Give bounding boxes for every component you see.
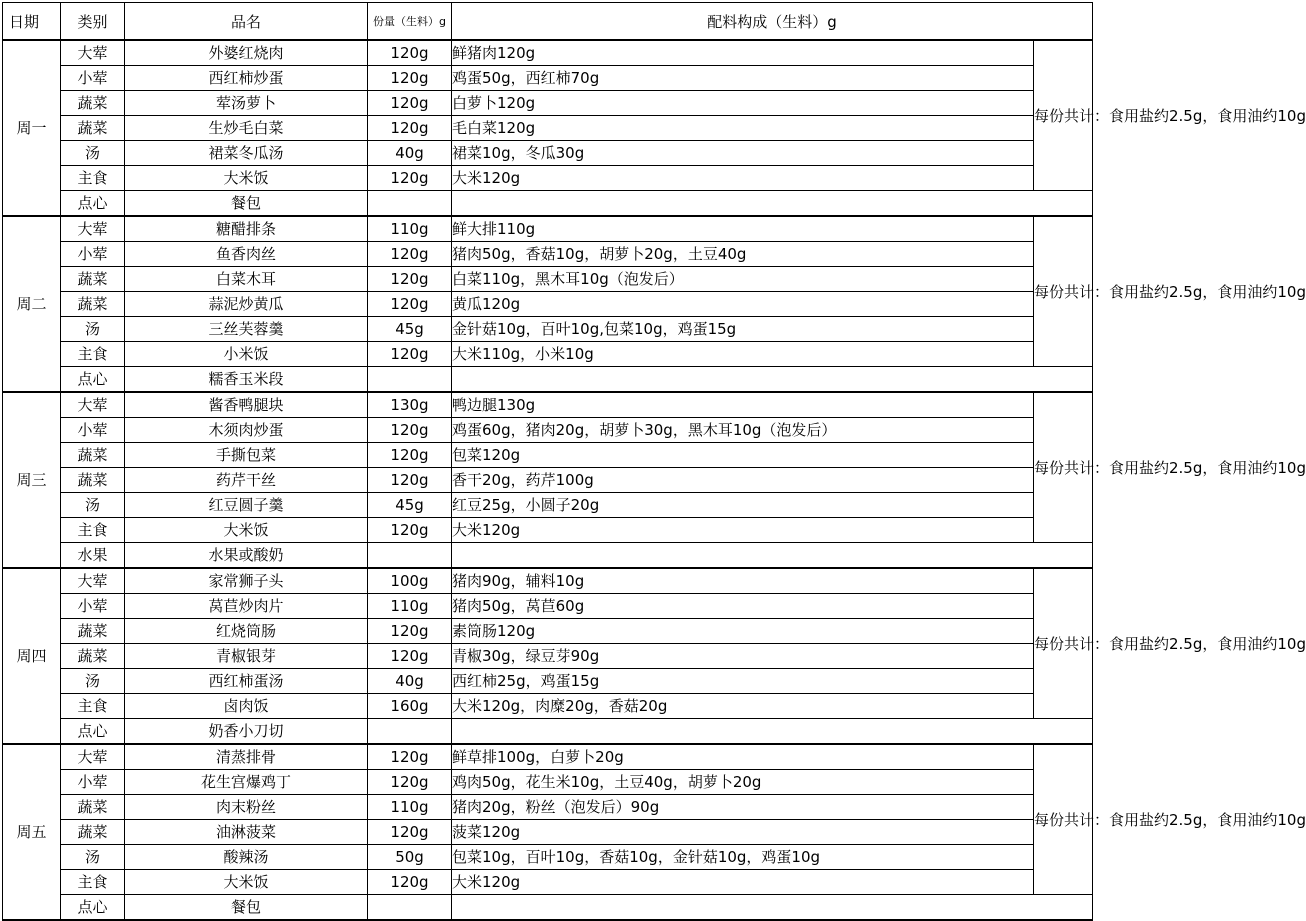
portion-cell: 120g <box>368 619 452 644</box>
menu-row <box>3 141 1093 166</box>
dish-cell: 蒜泥炒黄瓜 <box>125 292 368 317</box>
menu-row <box>3 594 1093 619</box>
ingredients-cell: 猪肉50g，香菇10g，胡萝卜20g，土豆40g <box>452 242 1034 267</box>
ingredients-cell: 裙菜10g，冬瓜30g <box>452 141 1034 166</box>
nutrition-note: 每份共计：食用盐约2.5g，食用油约10g <box>1034 216 1093 367</box>
portion-cell: 120g <box>368 644 452 669</box>
ingredients-cell: 大米120g <box>452 166 1034 191</box>
category-cell: 大荤 <box>61 216 125 242</box>
menu-row <box>3 895 1093 921</box>
dish-cell: 外婆红烧肉 <box>125 40 368 66</box>
category-cell: 蔬菜 <box>61 820 125 845</box>
menu-row <box>3 367 1093 393</box>
day-label: 周五 <box>3 744 61 920</box>
portion-cell: 120g <box>368 770 452 795</box>
category-cell: 汤 <box>61 141 125 166</box>
portion-cell: 110g <box>368 594 452 619</box>
ingredients-cell <box>452 719 1093 745</box>
menu-row <box>3 719 1093 745</box>
header-row <box>3 3 1093 41</box>
portion-cell: 120g <box>368 443 452 468</box>
dish-cell: 莴苣炒肉片 <box>125 594 368 619</box>
ingredients-cell <box>452 543 1093 569</box>
ingredients-cell: 鸡蛋60g，猪肉20g，胡萝卜30g，黑木耳10g（泡发后） <box>452 418 1034 443</box>
menu-row <box>3 40 1093 66</box>
menu-row <box>3 267 1093 292</box>
menu-row <box>3 342 1093 367</box>
menu-row <box>3 191 1093 217</box>
category-cell: 蔬菜 <box>61 443 125 468</box>
ingredients-cell: 大米110g，小米10g <box>452 342 1034 367</box>
portion-cell: 120g <box>368 820 452 845</box>
portion-cell <box>368 719 452 745</box>
ingredients-cell: 鲜草排100g，白萝卜20g <box>452 744 1034 770</box>
portion-cell: 40g <box>368 141 452 166</box>
portion-cell: 120g <box>368 91 452 116</box>
ingredients-cell: 猪肉90g，辅料10g <box>452 568 1034 594</box>
category-cell: 大荤 <box>61 392 125 418</box>
category-cell: 汤 <box>61 317 125 342</box>
header-ingredients: 配料构成（生料）g <box>452 3 1093 41</box>
category-cell: 点心 <box>61 191 125 217</box>
menu-row <box>3 292 1093 317</box>
portion-cell: 120g <box>368 292 452 317</box>
menu-body <box>3 40 1306 920</box>
day-label: 周二 <box>3 216 61 392</box>
portion-cell: 120g <box>368 267 452 292</box>
ingredients-cell: 鸡蛋50g，西红柿70g <box>452 66 1034 91</box>
category-cell: 小荤 <box>61 66 125 91</box>
category-cell: 蔬菜 <box>61 644 125 669</box>
day-label: 周四 <box>3 568 61 744</box>
menu-row <box>3 493 1093 518</box>
dish-cell: 药芹干丝 <box>125 468 368 493</box>
category-cell: 蔬菜 <box>61 619 125 644</box>
category-cell: 蔬菜 <box>61 292 125 317</box>
menu-row <box>3 669 1093 694</box>
ingredients-cell: 素筒肠120g <box>452 619 1034 644</box>
dish-cell: 生炒毛白菜 <box>125 116 368 141</box>
menu-row <box>3 418 1093 443</box>
portion-cell: 110g <box>368 216 452 242</box>
ingredients-cell: 毛白菜120g <box>452 116 1034 141</box>
dish-cell: 西红柿蛋汤 <box>125 669 368 694</box>
dish-cell: 红豆圆子羹 <box>125 493 368 518</box>
portion-cell: 120g <box>368 40 452 66</box>
ingredients-cell: 猪肉50g，莴苣60g <box>452 594 1034 619</box>
dish-cell: 小米饭 <box>125 342 368 367</box>
category-cell: 汤 <box>61 493 125 518</box>
portion-cell: 120g <box>368 342 452 367</box>
portion-cell <box>368 191 452 217</box>
category-cell: 蔬菜 <box>61 267 125 292</box>
header-dish: 品名 <box>125 3 368 41</box>
nutrition-note: 每份共计：食用盐约2.5g，食用油约10g <box>1034 744 1093 895</box>
menu-row <box>3 216 1093 242</box>
category-cell: 主食 <box>61 342 125 367</box>
portion-cell <box>368 895 452 921</box>
menu-row <box>3 644 1093 669</box>
portion-cell: 130g <box>368 392 452 418</box>
dish-cell: 酱香鸭腿块 <box>125 392 368 418</box>
category-cell: 汤 <box>61 669 125 694</box>
day-label: 周一 <box>3 40 61 216</box>
menu-row <box>3 116 1093 141</box>
dish-cell: 荤汤萝卜 <box>125 91 368 116</box>
portion-cell: 100g <box>368 568 452 594</box>
dish-cell: 家常狮子头 <box>125 568 368 594</box>
dish-cell: 三丝芙蓉羹 <box>125 317 368 342</box>
dish-cell: 酸辣汤 <box>125 845 368 870</box>
category-cell: 蔬菜 <box>61 91 125 116</box>
dish-cell: 鱼香肉丝 <box>125 242 368 267</box>
dish-cell: 奶香小刀切 <box>125 719 368 745</box>
portion-cell: 110g <box>368 795 452 820</box>
ingredients-cell: 黄瓜120g <box>452 292 1034 317</box>
dish-cell: 糯香玉米段 <box>125 367 368 393</box>
dish-cell: 卤肉饭 <box>125 694 368 719</box>
category-cell: 水果 <box>61 543 125 569</box>
dish-cell: 裙菜冬瓜汤 <box>125 141 368 166</box>
ingredients-cell: 鲜大排110g <box>452 216 1034 242</box>
dish-cell: 西红柿炒蛋 <box>125 66 368 91</box>
category-cell: 汤 <box>61 845 125 870</box>
ingredients-cell: 大米120g <box>452 870 1034 895</box>
portion-cell: 160g <box>368 694 452 719</box>
portion-cell: 120g <box>368 870 452 895</box>
menu-row <box>3 317 1093 342</box>
ingredients-cell: 包菜10g，百叶10g，香菇10g，金针菇10g，鸡蛋10g <box>452 845 1034 870</box>
dish-cell: 木须肉炒蛋 <box>125 418 368 443</box>
menu-row <box>3 242 1093 267</box>
menu-row <box>3 845 1093 870</box>
dish-cell: 花生宫爆鸡丁 <box>125 770 368 795</box>
ingredients-cell: 白萝卜120g <box>452 91 1034 116</box>
dish-cell: 餐包 <box>125 895 368 921</box>
portion-cell: 45g <box>368 317 452 342</box>
category-cell: 小荤 <box>61 770 125 795</box>
menu-row <box>3 91 1093 116</box>
portion-cell: 120g <box>368 468 452 493</box>
menu-row <box>3 619 1093 644</box>
category-cell: 蔬菜 <box>61 795 125 820</box>
portion-cell: 120g <box>368 116 452 141</box>
menu-row <box>3 66 1093 91</box>
menu-row <box>3 694 1093 719</box>
dish-cell: 白菜木耳 <box>125 267 368 292</box>
dish-cell: 餐包 <box>125 191 368 217</box>
menu-row <box>3 820 1093 845</box>
menu-row <box>3 770 1093 795</box>
category-cell: 主食 <box>61 166 125 191</box>
category-cell: 小荤 <box>61 594 125 619</box>
category-cell: 主食 <box>61 518 125 543</box>
category-cell: 小荤 <box>61 418 125 443</box>
ingredients-cell: 菠菜120g <box>452 820 1034 845</box>
ingredients-cell <box>452 191 1093 217</box>
dish-cell: 肉末粉丝 <box>125 795 368 820</box>
dish-cell: 水果或酸奶 <box>125 543 368 569</box>
category-cell: 点心 <box>61 719 125 745</box>
menu-row <box>3 518 1093 543</box>
category-cell: 大荤 <box>61 40 125 66</box>
menu-row <box>3 870 1093 895</box>
dish-cell: 大米饭 <box>125 166 368 191</box>
dish-cell: 大米饭 <box>125 870 368 895</box>
portion-cell: 120g <box>368 242 452 267</box>
ingredients-cell: 西红柿25g，鸡蛋15g <box>452 669 1034 694</box>
portion-cell: 120g <box>368 166 452 191</box>
dish-cell: 青椒银芽 <box>125 644 368 669</box>
ingredients-cell: 青椒30g，绿豆芽90g <box>452 644 1034 669</box>
category-cell: 小荤 <box>61 242 125 267</box>
dish-cell: 清蒸排骨 <box>125 744 368 770</box>
header-category: 类别 <box>61 3 125 41</box>
category-cell: 点心 <box>61 367 125 393</box>
menu-row <box>3 543 1093 569</box>
category-cell: 点心 <box>61 895 125 921</box>
menu-row <box>3 568 1093 594</box>
ingredients-cell: 大米120g <box>452 518 1034 543</box>
menu-row <box>3 392 1093 418</box>
ingredients-cell: 猪肉20g，粉丝（泡发后）90g <box>452 795 1034 820</box>
ingredients-cell: 鸡肉50g，花生米10g，土豆40g，胡萝卜20g <box>452 770 1034 795</box>
dish-cell: 油淋菠菜 <box>125 820 368 845</box>
menu-row <box>3 443 1093 468</box>
portion-cell <box>368 367 452 393</box>
category-cell: 主食 <box>61 870 125 895</box>
nutrition-note: 每份共计：食用盐约2.5g，食用油约10g <box>1034 392 1093 543</box>
menu-row <box>3 166 1093 191</box>
day-label: 周三 <box>3 392 61 568</box>
portion-cell: 120g <box>368 518 452 543</box>
category-cell: 蔬菜 <box>61 468 125 493</box>
ingredients-cell: 金针菇10g，百叶10g,包菜10g，鸡蛋15g <box>452 317 1034 342</box>
dish-cell: 手撕包菜 <box>125 443 368 468</box>
category-cell: 主食 <box>61 694 125 719</box>
ingredients-cell: 红豆25g，小圆子20g <box>452 493 1034 518</box>
category-cell: 大荤 <box>61 744 125 770</box>
portion-cell: 50g <box>368 845 452 870</box>
portion-cell: 40g <box>368 669 452 694</box>
portion-cell: 120g <box>368 418 452 443</box>
ingredients-cell: 包菜120g <box>452 443 1034 468</box>
dish-cell: 红烧筒肠 <box>125 619 368 644</box>
menu-row <box>3 744 1093 770</box>
nutrition-note: 每份共计：食用盐约2.5g，食用油约10g <box>1034 40 1093 191</box>
header-date: 日期 <box>3 3 61 41</box>
ingredients-cell <box>452 895 1093 921</box>
portion-cell: 120g <box>368 744 452 770</box>
weekly-menu-table <box>2 2 1306 921</box>
portion-cell: 45g <box>368 493 452 518</box>
ingredients-cell: 大米120g，肉糜20g，香菇20g <box>452 694 1034 719</box>
ingredients-cell <box>452 367 1093 393</box>
portion-cell: 120g <box>368 66 452 91</box>
ingredients-cell: 白菜110g，黑木耳10g（泡发后） <box>452 267 1034 292</box>
category-cell: 蔬菜 <box>61 116 125 141</box>
dish-cell: 糖醋排条 <box>125 216 368 242</box>
category-cell: 大荤 <box>61 568 125 594</box>
ingredients-cell: 鲜猪肉120g <box>452 40 1034 66</box>
ingredients-cell: 香干20g，药芹100g <box>452 468 1034 493</box>
header-portion: 份量（生料）g <box>368 3 452 41</box>
portion-cell <box>368 543 452 569</box>
nutrition-note: 每份共计：食用盐约2.5g，食用油约10g <box>1034 568 1093 719</box>
menu-row <box>3 795 1093 820</box>
ingredients-cell: 鸭边腿130g <box>452 392 1034 418</box>
menu-row <box>3 468 1093 493</box>
dish-cell: 大米饭 <box>125 518 368 543</box>
